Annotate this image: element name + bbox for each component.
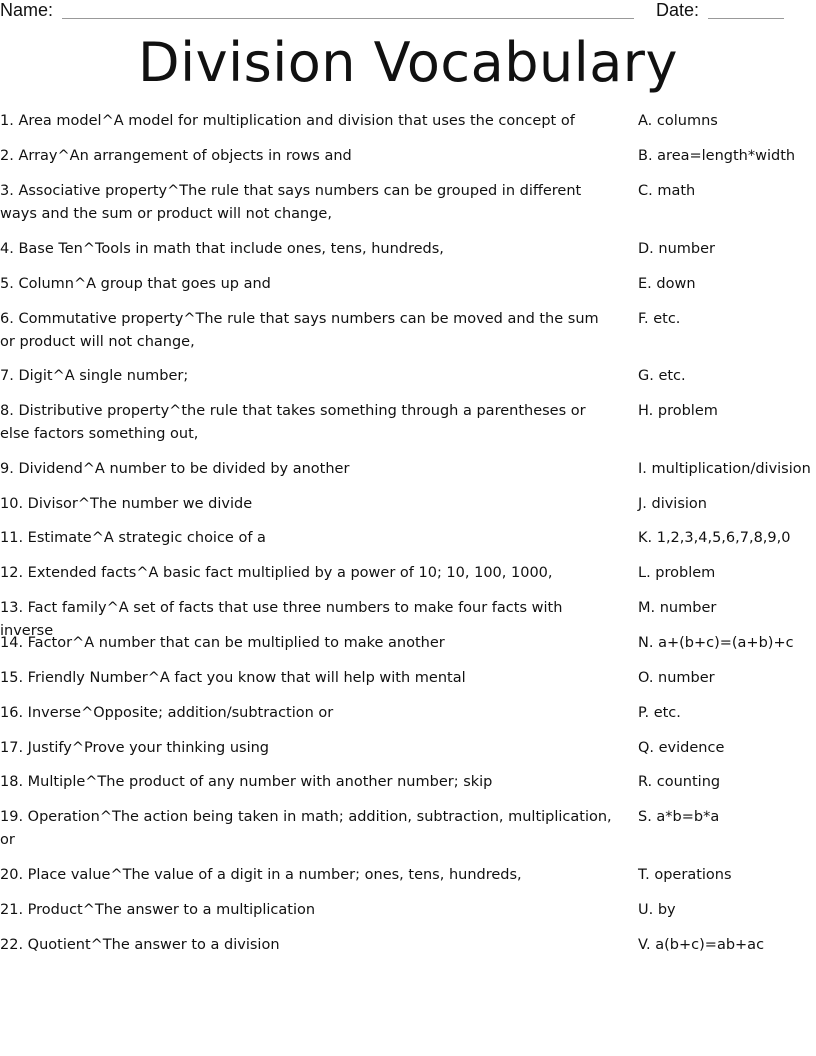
vocab-definition: Associative property^The rule that says numbers can be grouped in different ways and the sum or product will not change,: [0, 183, 582, 222]
date-label: Date:: [656, 0, 700, 20]
vocab-number: 21.: [0, 902, 24, 918]
page-title: Division Vocabulary: [138, 31, 678, 94]
name-line: [62, 18, 634, 19]
answer-choice: A. columns: [638, 113, 718, 129]
vocab-term: [0, 667, 618, 690]
vocab-term: [0, 771, 618, 794]
vocab-number: 10.: [0, 496, 24, 512]
answer-choice: U. by: [638, 902, 676, 918]
date-line: [708, 18, 784, 19]
vocab-term: [0, 110, 618, 133]
vocab-number: 12.: [0, 565, 24, 581]
vocab-term: [0, 527, 618, 550]
vocab-definition: Inverse^Opposite; addition/subtraction or: [27, 705, 334, 721]
vocab-definition: Fact family^A set of facts that use three numbers to make four facts with inverse: [0, 600, 563, 639]
vocab-definition: Digit^A single number;: [18, 368, 189, 384]
vocab-term: [0, 145, 618, 168]
answer-choice: O. number: [638, 670, 715, 686]
vocab-definition: Place value^The value of a digit in a number; ones, tens, hundreds,: [27, 867, 522, 883]
vocab-term: [0, 238, 618, 261]
vocab-definition: Product^The answer to a multiplication: [27, 902, 316, 918]
answer-choice: R. counting: [638, 774, 721, 790]
vocab-number: 14.: [0, 635, 24, 651]
vocab-number: 8.: [0, 403, 14, 419]
vocab-term: [0, 806, 618, 852]
vocab-number: 9.: [0, 461, 14, 477]
vocab-definition: Array^An arrangement of objects in rows and: [18, 148, 352, 164]
vocab-term: [0, 864, 618, 887]
answer-choice: F. etc.: [638, 311, 681, 327]
vocab-term: [0, 737, 618, 760]
vocab-term: [0, 899, 618, 922]
vocab-number: 16.: [0, 705, 24, 721]
vocab-number: 18.: [0, 774, 24, 790]
vocab-number: 11.: [0, 530, 24, 546]
vocab-definition: Factor^A number that can be multiplied to make another: [27, 635, 445, 651]
answer-choice: I. multiplication/division: [638, 461, 811, 477]
vocab-number: 7.: [0, 368, 14, 384]
name-label: Name:: [0, 0, 54, 20]
vocab-number: 2.: [0, 148, 14, 164]
vocab-number: 17.: [0, 740, 24, 756]
answer-choice: N. a+(b+c)=(a+b)+c: [638, 635, 794, 651]
answer-choice: E. down: [638, 276, 696, 292]
vocab-term: [0, 365, 618, 388]
answer-choice: Q. evidence: [638, 740, 725, 756]
answer-choice: C. math: [638, 183, 696, 199]
vocab-definition: Quotient^The answer to a division: [27, 937, 280, 953]
answer-choice: V. a(b+c)=ab+ac: [638, 937, 765, 953]
answer-choice: H. problem: [638, 403, 718, 419]
vocab-definition: Operation^The action being taken in math; addition, subtraction, multiplication, or: [0, 809, 612, 848]
vocab-term: [0, 400, 618, 446]
worksheet-header: [0, 0, 816, 24]
answer-choice: S. a*b=b*a: [638, 809, 720, 825]
answer-choice: P. etc.: [638, 705, 681, 721]
vocab-definition: Distributive property^the rule that takes something through a parentheses or else factors something out,: [0, 403, 586, 442]
answer-choice: L. problem: [638, 565, 716, 581]
vocab-number: 15.: [0, 670, 24, 686]
vocab-definition: Justify^Prove your thinking using: [27, 740, 270, 756]
vocab-term: [0, 702, 618, 725]
vocab-definition: Estimate^A strategic choice of a: [27, 530, 266, 546]
vocab-definition: Column^A group that goes up and: [18, 276, 271, 292]
vocab-term: [0, 458, 618, 481]
vocab-definition: Commutative property^The rule that says numbers can be moved and the sum or product will not change,: [0, 311, 599, 350]
vocab-term: [0, 180, 618, 226]
vocab-term: [0, 273, 618, 296]
vocab-number: 3.: [0, 183, 14, 199]
vocab-term: [0, 308, 618, 354]
vocab-term: [0, 493, 618, 516]
vocab-definition: Divisor^The number we divide: [27, 496, 253, 512]
vocab-number: 4.: [0, 241, 14, 257]
vocab-number: 20.: [0, 867, 24, 883]
vocab-term: [0, 562, 618, 585]
answer-choice: B. area=length*width: [638, 148, 796, 164]
vocab-number: 19.: [0, 809, 24, 825]
answer-choice: T. operations: [638, 867, 732, 883]
vocab-number: 5.: [0, 276, 14, 292]
vocab-definition: Extended facts^A basic fact multiplied by a power of 10; 10, 100, 1000,: [27, 565, 553, 581]
vocab-number: 1.: [0, 113, 14, 129]
answer-choice: G. etc.: [638, 368, 686, 384]
vocab-term: [0, 934, 618, 957]
vocab-definition: Friendly Number^A fact you know that will help with mental: [27, 670, 466, 686]
answer-choice: D. number: [638, 241, 715, 257]
vocab-term: [0, 632, 618, 655]
answer-choice: J. division: [638, 496, 707, 512]
answer-choice: M. number: [638, 600, 717, 616]
vocab-number: 13.: [0, 600, 24, 616]
vocab-number: 22.: [0, 937, 24, 953]
vocab-definition: Area model^A model for multiplication and division that uses the concept of: [18, 113, 575, 129]
answer-choice: K. 1,2,3,4,5,6,7,8,9,0: [638, 530, 791, 546]
vocab-definition: Base Ten^Tools in math that include ones, tens, hundreds,: [18, 241, 444, 257]
vocab-definition: Dividend^A number to be divided by another: [18, 461, 350, 477]
vocab-definition: Multiple^The product of any number with another number; skip: [27, 774, 493, 790]
vocab-number: 6.: [0, 311, 14, 327]
